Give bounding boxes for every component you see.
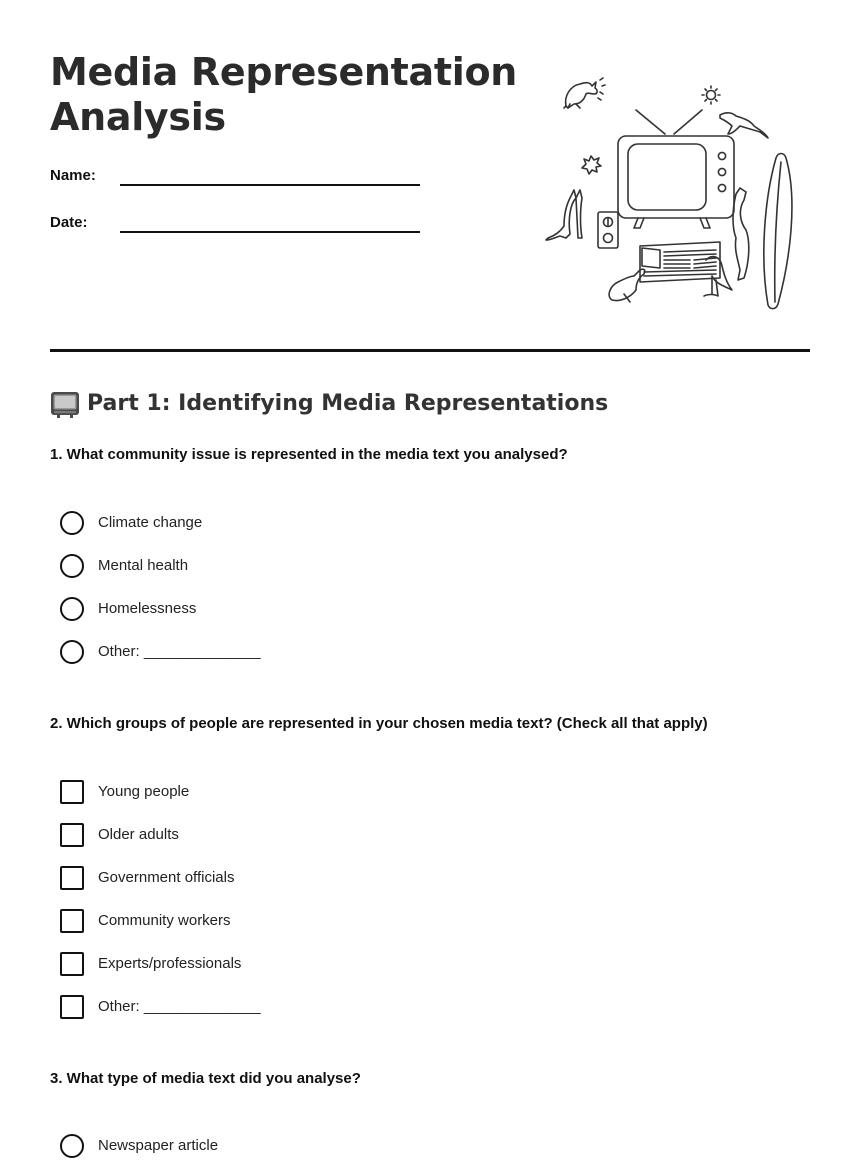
- q1-option-mental-health[interactable]: [60, 554, 188, 578]
- checkbox[interactable]: [60, 995, 84, 1019]
- radio-button[interactable]: [60, 554, 84, 578]
- radio-button[interactable]: [60, 1134, 84, 1158]
- page-title: [50, 50, 520, 140]
- option-label: Government officials: [98, 869, 235, 886]
- q1-option-other[interactable]: [60, 640, 261, 664]
- tv-icon: [50, 389, 80, 419]
- option-label: Homelessness: [98, 600, 197, 617]
- tv-icon: [618, 136, 734, 228]
- sound-marks-icon: [598, 78, 605, 100]
- kangaroo-icon: [564, 82, 597, 108]
- q2-option-other[interactable]: [60, 995, 261, 1019]
- option-label: Experts/professionals: [98, 955, 242, 972]
- option-label: Newspaper article: [98, 1137, 219, 1154]
- name-label: Name:: [50, 167, 96, 184]
- checkbox[interactable]: [60, 780, 84, 804]
- radio-icon: [598, 212, 618, 248]
- q3-option-newspaper-article[interactable]: [60, 1134, 218, 1158]
- kangaroo-icon: [733, 188, 749, 280]
- option-label: Other: ______________: [98, 998, 261, 1015]
- name-field[interactable]: [50, 166, 420, 190]
- date-label: Date:: [50, 214, 88, 231]
- q1-option-climate-change[interactable]: [60, 511, 202, 535]
- q2-option-community-workers[interactable]: [60, 909, 231, 933]
- media-collage-illustration: [540, 70, 810, 320]
- name-input-line[interactable]: [120, 184, 420, 186]
- option-label: Older adults: [98, 826, 179, 843]
- section-divider: [50, 349, 810, 352]
- sun-icon: [702, 86, 720, 104]
- date-input-line[interactable]: [120, 231, 420, 233]
- question-3: 3. What type of media text did you analyse?: [50, 1070, 361, 1087]
- option-label: Community workers: [98, 912, 231, 929]
- section-heading-part1: [50, 387, 608, 421]
- q2-option-older-adults[interactable]: [60, 823, 179, 847]
- q2-option-young-people[interactable]: [60, 780, 189, 804]
- option-label: Climate change: [98, 514, 203, 531]
- date-field[interactable]: [50, 213, 420, 237]
- checkbox[interactable]: [60, 866, 84, 890]
- question-1: 1. What community issue is represented in the media text you analysed?: [50, 446, 568, 463]
- option-label: Young people: [98, 783, 190, 800]
- q1-option-homelessness[interactable]: [60, 597, 196, 621]
- tv-antenna: [636, 110, 702, 134]
- radio-button[interactable]: [60, 597, 84, 621]
- option-label: Other: ______________: [98, 643, 261, 660]
- checkbox[interactable]: [60, 823, 84, 847]
- kangaroo-icon: [546, 190, 582, 240]
- q2-option-experts-professionals[interactable]: [60, 952, 241, 976]
- bird-icon: [720, 113, 768, 138]
- checkbox[interactable]: [60, 952, 84, 976]
- radio-button[interactable]: [60, 511, 84, 535]
- surfboard-icon: [764, 154, 792, 309]
- q2-option-government-officials[interactable]: [60, 866, 234, 890]
- option-label: Mental health: [98, 557, 189, 574]
- page-title-line1: Media Representation: [50, 50, 518, 94]
- newspaper-icon: [640, 242, 720, 282]
- radio-button[interactable]: [60, 640, 84, 664]
- starburst-icon: [582, 156, 601, 174]
- question-2: 2. Which groups of people are represented in your chosen media text? (Check all that apply): [50, 715, 708, 732]
- checkbox[interactable]: [60, 909, 84, 933]
- page-title-line2: Analysis: [50, 95, 226, 139]
- section-heading-text: Part 1: Identifying Media Representations: [87, 391, 609, 416]
